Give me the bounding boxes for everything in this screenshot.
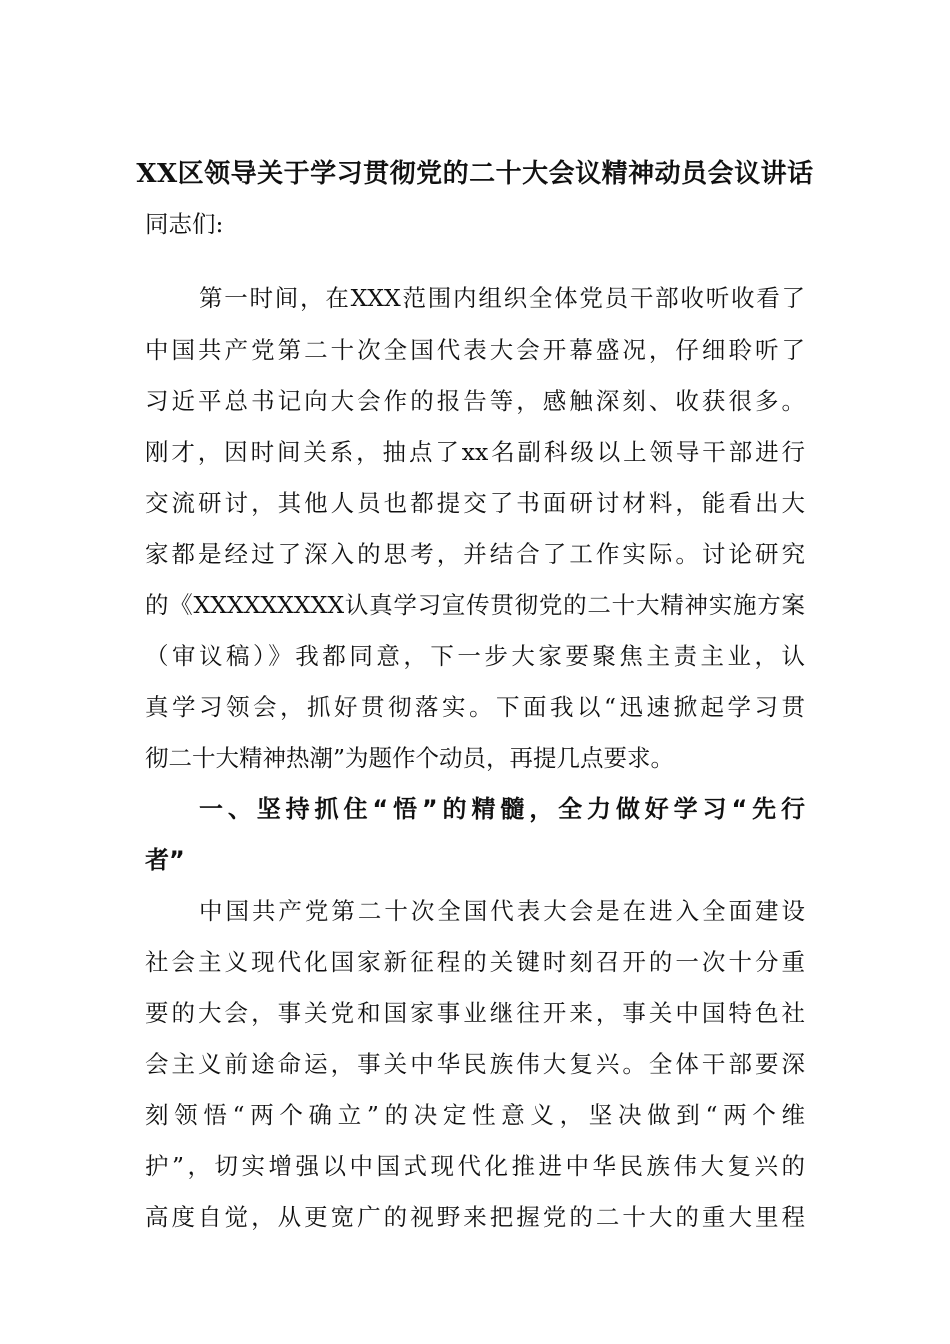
section-heading: 一、坚持抓住“悟”的精髓，全力做好学习“先行: [199, 795, 805, 823]
paragraph-line: 社会主义现代化国家新征程的关键时刻召开的一次十分重: [145, 948, 805, 976]
paragraph-line: 彻二十大精神热潮”为题作个动员，再提几点要求。: [145, 744, 675, 772]
paragraph-line: 交流研讨，其他人员也都提交了书面研讨材料，能看出大: [145, 489, 805, 517]
paragraph-line: 高度自觉，从更宽广的视野来把握党的二十大的重大里程: [145, 1203, 805, 1231]
paragraph-line: 中国共产党第二十次全国代表大会开幕盛况，仔细聆听了: [145, 336, 805, 364]
paragraph-line: 要的大会，事关党和国家事业继往开来，事关中国特色社: [145, 999, 805, 1027]
document-title: XX区领导关于学习贯彻党的二十大会议精神动员会议讲话: [136, 159, 814, 189]
paragraph-line: （审议稿）》我都同意，下一步大家要聚焦主责主业，认: [145, 642, 805, 670]
paragraph-line: 中国共产党第二十次全国代表大会是在进入全面建设: [199, 897, 805, 925]
salutation: 同志们:: [145, 210, 224, 238]
paragraph-line: 家都是经过了深入的思考，并结合了工作实际。讨论研究: [145, 540, 805, 568]
paragraph-line: 刻领悟“两个确立”的决定性意义，坚决做到“两个维: [145, 1101, 805, 1129]
paragraph-line: 习近平总书记向大会作的报告等，感触深刻、收获很多。: [145, 387, 805, 415]
paragraph-line: 会主义前途命运，事关中华民族伟大复兴。全体干部要深: [145, 1050, 805, 1078]
section-heading: 者”: [145, 846, 185, 874]
paragraph-line: 的《XXXXXXXXX认真学习宣传贯彻党的二十大精神实施方案: [145, 591, 805, 619]
paragraph-line: 护”，切实增强以中国式现代化推进中华民族伟大复兴的: [145, 1152, 805, 1180]
paragraph-line: 刚才，因时间关系，抽点了xx名副科级以上领导干部进行: [145, 438, 805, 466]
paragraph-line: 真学习领会，抓好贯彻落实。下面我以“迅速掀起学习贯: [145, 693, 805, 721]
paragraph-line: 第一时间，在XXX范围内组织全体党员干部收听收看了: [199, 284, 805, 312]
